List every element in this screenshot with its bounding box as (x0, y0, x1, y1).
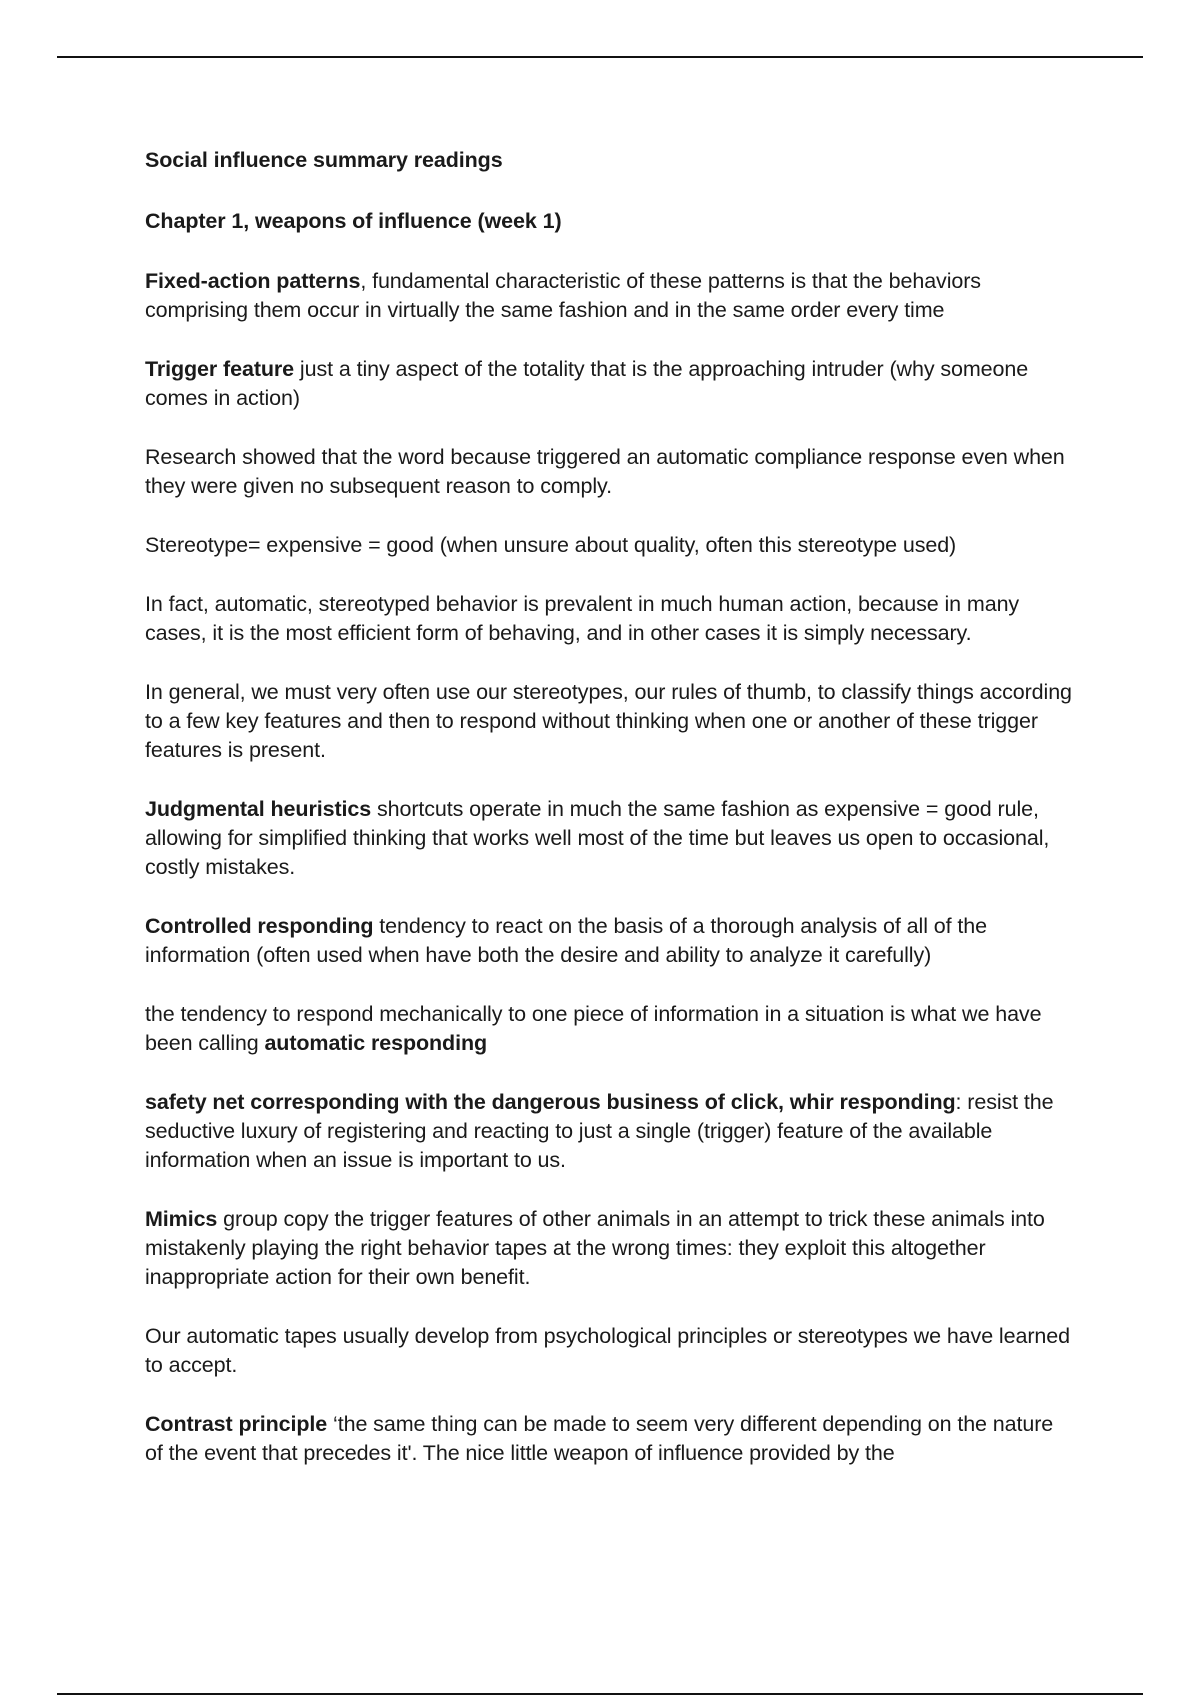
paragraph-automatic-tapes: Our automatic tapes usually develop from psychological principles or stereotypes we have learned to accept. (145, 1324, 1070, 1377)
paragraph-stereotype: Stereotype= expensive = good (when unsure about quality, often this stereotype used) (145, 533, 957, 557)
document-title: Social influence summary readings (145, 148, 503, 172)
paragraph-trigger-feature: Trigger feature just a tiny aspect of the totality that is the approaching intruder (why someone comes in action) (145, 357, 1029, 410)
term-controlled-responding: Controlled responding (145, 914, 374, 938)
paragraph-mimics: Mimics group copy the trigger features of other animals in an attempt to trick these animals into mistakenly playing the right behavior tapes at the wrong times: they exploit this altogether inappropriate action for their own benefit. (145, 1207, 1045, 1289)
paragraph-controlled-responding: Controlled responding tendency to react on the basis of a thorough analysis of all of the information (often used when have both the desire and ability to analyze it carefully) (145, 914, 987, 967)
chapter-heading: Chapter 1, weapons of influence (week 1) (145, 209, 562, 233)
header-rule (57, 56, 1143, 58)
term-fixed-action-patterns: Fixed-action patterns (145, 269, 361, 293)
footer-rule (57, 1693, 1143, 1695)
paragraph-research: Research showed that the word because triggered an automatic compliance response even when they were given no subsequent reason to comply. (145, 445, 1065, 498)
paragraph-fixed-action-patterns: Fixed-action patterns, fundamental characteristic of these patterns is that the behaviors comprising them occur in virtually the same fashion and in the same order every time (145, 269, 981, 322)
term-automatic-responding: automatic responding (264, 1031, 488, 1055)
term-safety-net: safety net corresponding with the dangerous business of click, whir responding (145, 1090, 956, 1114)
paragraph-contrast-principle: Contrast principle ‘the same thing can be made to seem very different depending on the nature of the event that precedes it'. The nice little weapon of influence provided by the (145, 1412, 1054, 1465)
term-trigger-feature: Trigger feature (145, 357, 295, 381)
term-contrast-principle: Contrast principle (145, 1412, 328, 1436)
term-judgmental-heuristics: Judgmental heuristics (145, 797, 372, 821)
term-mimics: Mimics (145, 1207, 218, 1231)
paragraph-safety-net: safety net corresponding with the dangerous business of click, whir responding: resist the seductive luxury of registering and reacting to just a single (trigger) feature of the available information when an issue is important to us. (145, 1090, 1054, 1172)
paragraph-in-general: In general, we must very often use our stereotypes, our rules of thumb, to classify things according to a few key features and then to respond without thinking when one or another of these trigger features is present. (145, 680, 1072, 762)
paragraph-in-fact: In fact, automatic, stereotyped behavior is prevalent in much human action, because in many cases, it is the most efficient form of behaving, and in other cases it is simply necessary. (145, 592, 1020, 645)
paragraph-automatic-responding: the tendency to respond mechanically to one piece of information in a situation is what we have been calling automatic responding (145, 1002, 1042, 1055)
paragraph-judgmental-heuristics: Judgmental heuristics shortcuts operate in much the same fashion as expensive = good rule, allowing for simplified thinking that works well most of the time but leaves us open to occasional, costly mistakes. (145, 797, 1050, 879)
document-body (145, 146, 1075, 1498)
